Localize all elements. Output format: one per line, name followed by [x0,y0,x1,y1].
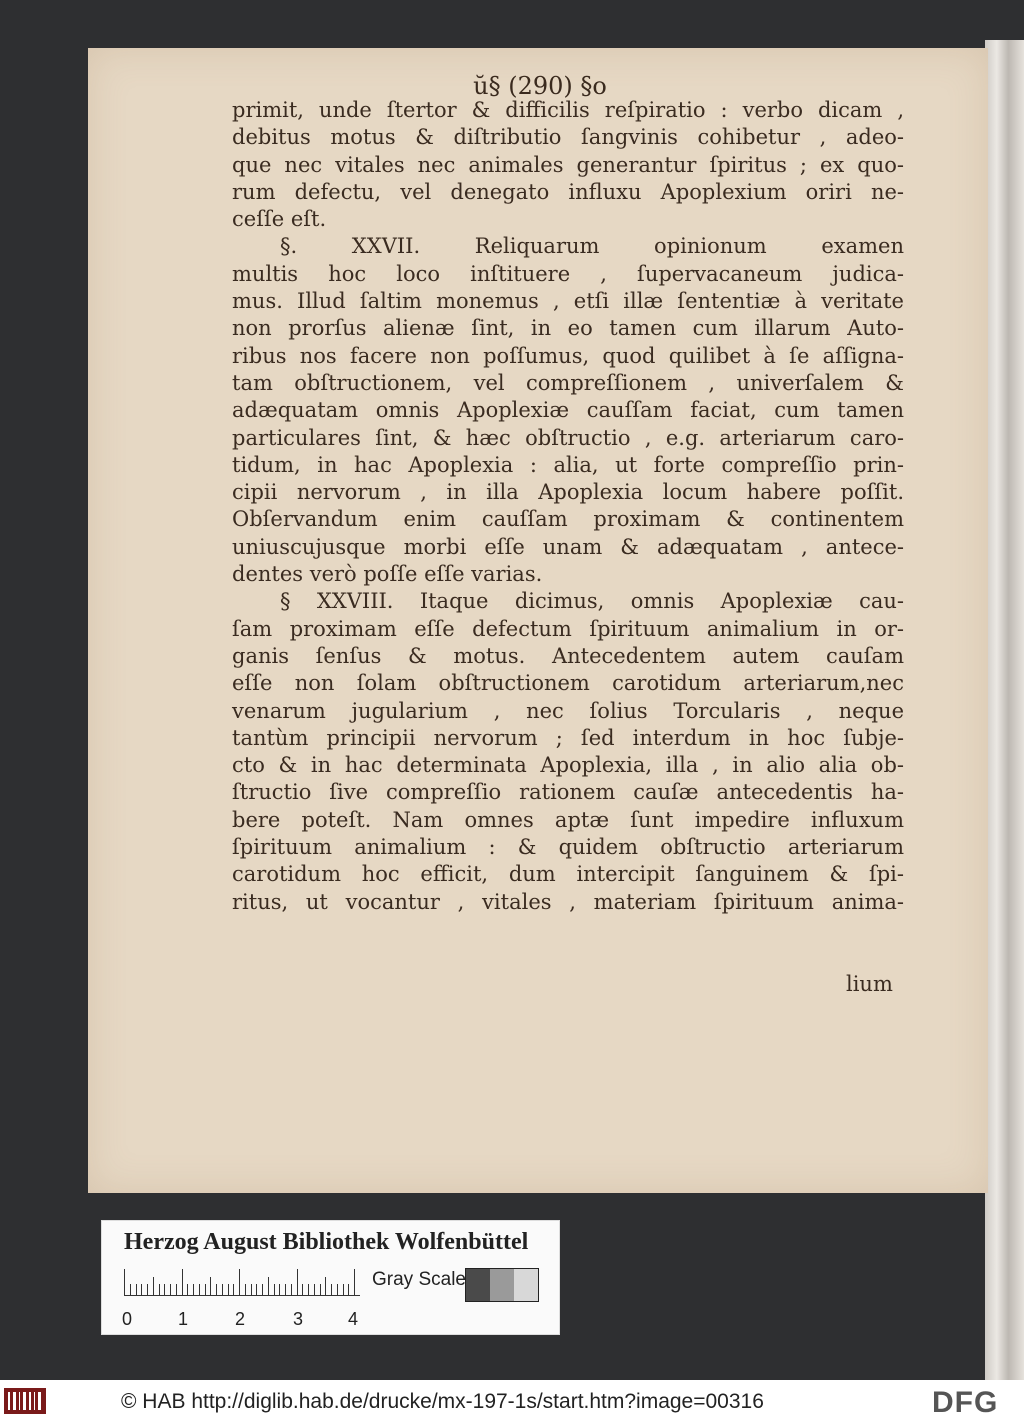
text-line: bere poteſt. Nam omnes aptæ ſunt impedire influxum [232,807,904,832]
text-line: tidum, in hac Apoplexia : alia, ut forte compreſſio prin- [232,452,904,477]
ruler-tick [314,1284,315,1295]
catchword: lium [846,972,893,996]
ruler-tick [147,1284,148,1295]
ruler-tick [130,1284,131,1295]
text-line: ceſſe eſt. [232,207,327,232]
ruler-tick [320,1284,321,1295]
ruler-tick [136,1284,137,1295]
text-line: ſpirituum animalium : & quidem obſtructio arteriarum [232,835,904,860]
ruler-tick [331,1284,332,1295]
gray-scale-label: Gray Scale [372,1269,466,1290]
ruler-number: 1 [178,1309,189,1329]
ruler-tick [245,1284,246,1295]
text-line: mus. Illud ſaltim monemus , etſi illæ ſententiæ à veritate [232,289,904,314]
page-body-text [232,97,904,916]
ruler-tick [308,1284,309,1295]
text-line: ſam proximam eſſe defectum ſpirituum animalium in or- [232,616,904,641]
text-line: rum defectu, vel denegato influxu Apoplexium oriri ne- [232,179,904,204]
text-line: dentes verò poſſe eſſe varias. [232,562,543,587]
gray-scale-swatches [465,1268,539,1302]
ruler-tick [256,1284,257,1295]
ruler-tick [233,1284,234,1295]
footer-bar [0,1380,1024,1423]
ruler-tick [228,1284,229,1295]
ruler-tick [199,1284,200,1295]
ruler-tick [176,1284,177,1295]
ruler-tick [153,1277,154,1295]
ruler-tick [170,1284,171,1295]
text-line: uniuscujusque morbi eſſe unam & adæquatam , antece- [232,534,904,559]
text-line: cipii nervorum , in illa Apoplexia locum habere poſſit. [232,480,904,505]
adjacent-page-edges [985,40,1024,1380]
ruler-tick [239,1269,240,1295]
text-line: carotidum hoc efficit, dum intercipit ſanguinem & ſpi- [232,862,904,887]
credit-url[interactable]: © HAB http://diglib.hab.de/drucke/mx-197-1s/start.htm?image=00316 [121,1390,764,1413]
hab-barcode-icon [4,1388,46,1414]
text-line: eſſe non ſolam obſtructionem carotidum arteriarum,nec [232,671,904,696]
text-line: que nec vitales nec animales generantur ſpiritus ; ex quo- [232,152,904,177]
text-line: ſtructio ſive compreſſio rationem cauſæ antecedentis ha- [232,780,904,805]
ruler-number: 3 [293,1309,304,1329]
ruler-number: 0 [122,1309,133,1329]
text-line: cto & in hac determinata Apoplexia, illa , in alio alia ob- [232,753,904,778]
ruler-tick [302,1284,303,1295]
gray-swatch [514,1269,538,1301]
ruler-tick [210,1277,211,1295]
ruler-tick [297,1269,298,1295]
text-line: ganis ſenſus & motus. Antecedentem autem cauſam [232,643,904,668]
ruler-tick [222,1284,223,1295]
ruler-tick [251,1284,252,1295]
ruler-tick [325,1277,326,1295]
text-line: §. XXVII. Reliquarum opinionum examen [280,234,904,259]
text-line: particulares ſint, & hæc obſtructio , e.g. arteriarum caro- [232,425,904,450]
ruler-number: 4 [348,1309,359,1329]
ruler-tick [124,1269,125,1295]
scale-card [101,1220,560,1335]
text-line: Obſervandum enim cauſſam proximam & continentem [232,507,904,532]
gray-swatch [466,1269,490,1301]
ruler-tick [187,1284,188,1295]
text-line: debitus motus & diſtributio ſangvinis cohibetur , adeo- [232,125,904,150]
ruler-tick [291,1284,292,1295]
ruler-tick [159,1284,160,1295]
page-header: ŭ§ (290) §o [473,72,607,100]
text-line: ribus nos facere non poſſumus, quod quilibet à ſe aſſigna- [232,343,904,368]
ruler-tick [182,1269,183,1295]
ruler-tick [216,1284,217,1295]
ruler-tick [274,1284,275,1295]
ruler-tick [205,1284,206,1295]
text-line: adæquatam omnis Apoplexiæ cauſſam faciat, cum tamen [232,398,904,423]
ruler-tick [141,1284,142,1295]
ruler-tick [343,1284,344,1295]
ruler-tick [337,1284,338,1295]
ruler-tick [268,1277,269,1295]
gray-swatch [490,1269,514,1301]
ruler-tick [354,1269,355,1295]
dfg-logo: DFG [932,1386,999,1419]
ruler-tick [164,1284,165,1295]
text-line: multis hoc loco inſtituere , ſupervacaneum judica- [232,261,904,286]
ruler [124,1269,360,1296]
text-line: non prorſus alienæ ſint, in eo tamen cum illarum Auto- [232,316,904,341]
text-line: tantùm principii nervorum ; ſed interdum in hoc ſubje- [232,725,904,750]
ruler-tick [193,1284,194,1295]
ruler-tick [348,1284,349,1295]
ruler-tick [262,1284,263,1295]
ruler-number: 2 [235,1309,246,1329]
text-line: § XXVIII. Itaque dicimus, omnis Apoplexiæ cau- [280,589,904,614]
ruler-tick [285,1284,286,1295]
text-line: tam obſtructionem, vel compreſſionem , univerſalem & [232,370,904,395]
ruler-tick [279,1284,280,1295]
text-line: primit, unde ſtertor & difficilis reſpiratio : verbo dicam , [232,98,904,122]
text-line: venarum jugularium , nec ſolius Torcularis , neque [232,698,904,723]
library-name: Herzog August Bibliothek Wolfenbüttel [124,1229,529,1255]
text-line: ritus, ut vocantur , vitales , materiam ſpirituum anima- [232,889,904,914]
